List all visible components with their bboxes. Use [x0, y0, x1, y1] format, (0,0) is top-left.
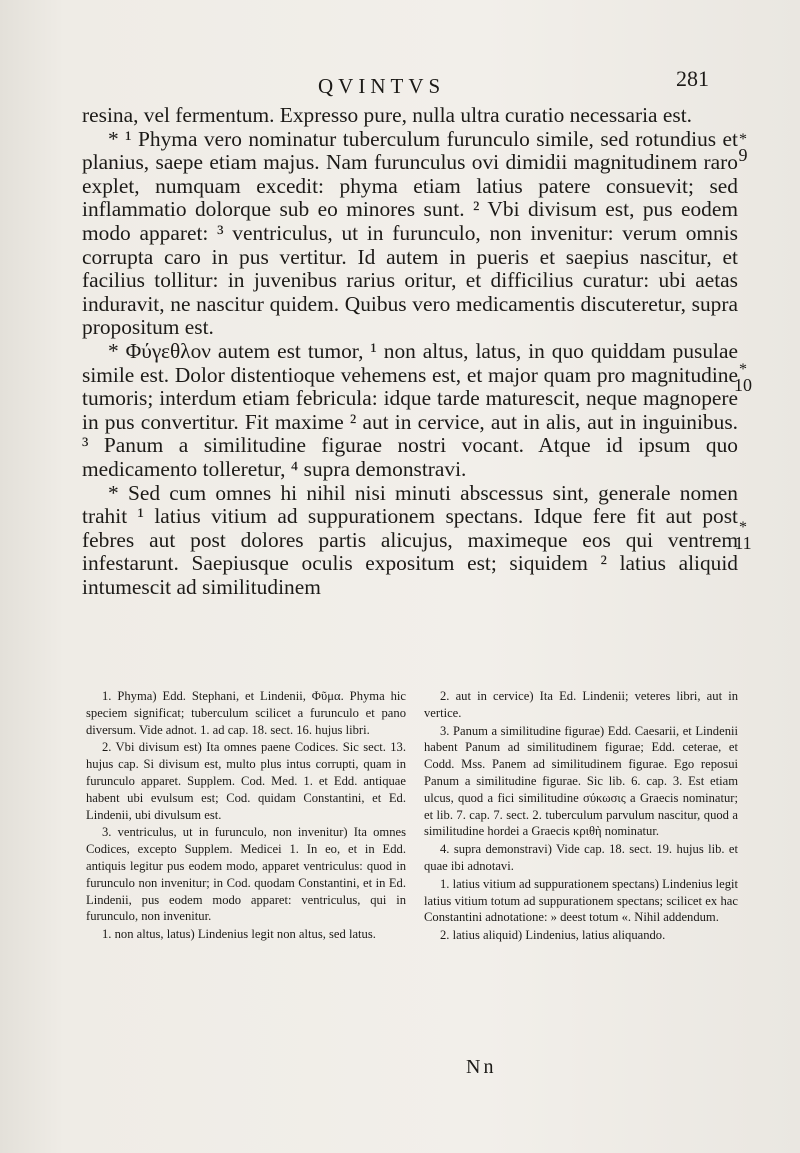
margin-section-number-10: [728, 361, 758, 395]
footnote: 1. latius vitium ad suppurationem spectans) Lindenius legit latius vitium totum ad suppurationem spectans; scilicet ex hac Constantini adnotatione: » deest totum «. Nihil addendum.: [424, 876, 739, 925]
paragraph-phyma: * ¹ Phyma vero nominatur tuberculum furunculo simile, sed rotundius et planius, saepe etiam majus. Nam furunculus ovi dimidii magnitudinem raro explet, numquam excedit: phyma etiam latius patere consuevit; sed inflammatio dolorque sub eo minores sunt. ² Vbi divisum est, pus eodem modo apparet: ³ ventriculus, ut in furunculo, non invenitur: verum omnis corrupta caro in pus vertitur. Id autem in pueris et saepius nascitur, et facilius tollitur: in juvenibus rarius oritur, et difficilius curatur: ubi aetas induravit, ne nascitur quidem. Quibus vero medicamentis discuteretur, supra propositum est.: [82, 126, 738, 340]
running-head: [0, 66, 800, 104]
signature-mark: Nn: [466, 1056, 497, 1078]
footnote: 1. Phyma) Edd. Stephani, et Lindenii, Φῦμα. Phyma hic speciem significat; tuberculum scilicet a furunculo et pano diversum. Vide adnot. 1. ad cap. 18. sect. 16. hujus libri.: [86, 689, 406, 737]
footnote: 4. supra demonstravi) Vide cap. 18. sect. 19. hujus lib. et quae ibi adnotavi.: [424, 842, 738, 873]
footnotes-left-column: [86, 688, 406, 944]
asterisk-icon: *: [739, 131, 747, 148]
running-title: QVINTVS: [318, 74, 446, 98]
footnote: 2. latius aliquid) Lindenius, latius aliquando.: [440, 928, 666, 943]
footnote: 2. Vbi divisum est) Ita omnes paene Codices. Sic sect. 13. hujus cap. Si divisum est, multo plus intus corrupti, quam in furunculo apparet. Supplem. Cod. Med. 1. et Edd. antiquae habent ubi evulsum est; Cod. quidam Constantini, et Ed. Lindenii, ubi divulsum est.: [86, 740, 406, 822]
paragraph-abscessus: * Sed cum omnes hi nihil nisi minuti abscessus sint, generale nomen trahit ¹ latius vitium ad suppurationem spectans. Idque fere fit aut post febres aut post dolores partis alicujus, maximeque eos qui ventrem infestarunt. Saepiusque oculis expositum est; siquidem ² latius aliquid intumescit ad similitudinem: [82, 480, 738, 599]
margin-number: 10: [734, 375, 752, 395]
asterisk-icon: *: [739, 361, 747, 378]
margin-section-number-9: [728, 131, 758, 165]
page-number: 281: [676, 66, 709, 91]
paragraph-phygethlon: * Φύγεθλον autem est tumor, ¹ non altus, latus, in quo quiddam pusulae simile est. Dolor distentioque vehemens est, et major quam pro magnitudine tumoris; interdum etiam febricula: idque tarde maturescit, neque magnopere in pus convertitur. Fit maxime ² aut in cervice, aut in alis, aut in inguinibus. ³ Panum a similitudine figurae nostri vocant. Atque id ipsum quo medicamento tolleretur, ⁴ supra demonstravi.: [82, 338, 738, 481]
paragraph-resina: resina, vel fermentum. Expresso pure, nulla ultra curatio necessaria est.: [82, 103, 692, 127]
footnotes-right-column: [424, 688, 738, 945]
footnote: 3. ventriculus, ut in furunculo, non invenitur) Ita omnes Codices, excepto Supplem. Medicei 1. In eo, et in Edd. antiquis legitur pus eodem modo, apparet ventriculus: quod in furunculo non invenitur; in Cod. quodam Constantini, et in Ed. Lindenii, pus eodem modo apparet: ventriculus, qui in furunculo, non invenitur.: [86, 825, 406, 924]
footnote: 1. non altus, latus) Lindenius legit non altus, sed latus.: [102, 927, 376, 942]
main-text-block: [82, 104, 738, 599]
margin-number: 9: [738, 145, 748, 165]
margin-number: 11: [734, 533, 752, 553]
footnote: 2. aut in cervice) Ita Ed. Lindenii; veteres libri, aut in vertice.: [424, 689, 738, 720]
asterisk-icon: *: [739, 519, 747, 536]
margin-section-number-11: [728, 519, 758, 553]
footnote: 3. Panum a similitudine figurae) Edd. Caesarii, et Lindenii habent Panum ad similitudinem figurae; Edd. ceterae, et Codd. Mss. Panem ad similitudinem figurae. Ego reposui Panum a similitudine figurae. Sic lib. 6. cap. 3. Est etiam ulcus, quod a fici similitudine σύκωσις a Graecis nominatur; et lib. 7. cap. 7. sect. 2. tuberculum parvulum nascitur, quod a similitudine hordei a Graecis κριθὴ nominatur.: [424, 723, 738, 839]
